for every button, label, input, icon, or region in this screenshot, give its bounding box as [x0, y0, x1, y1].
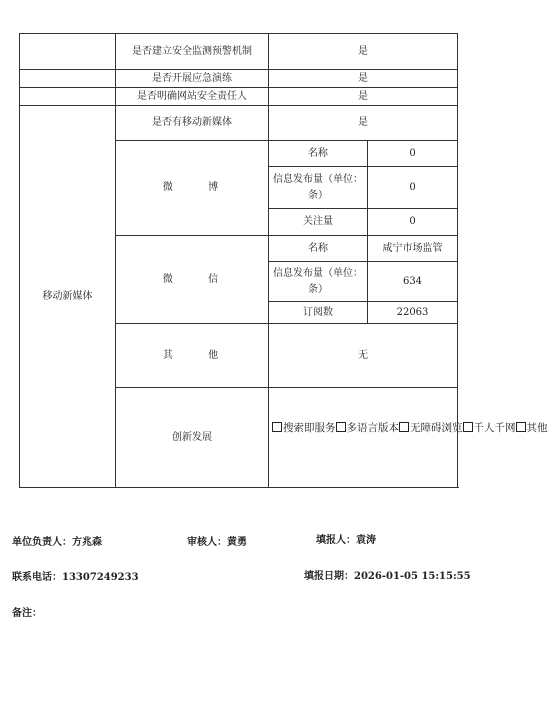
- wechat-name-value: 咸宁市场监管: [368, 236, 458, 262]
- innovation-options: [269, 388, 548, 488]
- weibo-name-label: 名称: [269, 141, 368, 167]
- wechat-name-label: 名称: [269, 236, 368, 262]
- drill-label: 是否开展应急演练: [116, 70, 269, 88]
- weibo-posts-value: 0: [368, 167, 458, 209]
- footer-note: 备注：: [12, 608, 42, 619]
- weibo-followers-label: 关注量: [269, 209, 368, 236]
- responsible-label: 是否明确网站安全责任人: [116, 88, 269, 106]
- other-value: 无: [269, 324, 458, 388]
- option-personalized: 千人千网: [473, 422, 516, 434]
- option-search-service: 搜索即服务: [283, 422, 336, 434]
- footer-reviewer: 审核人：黄勇: [187, 537, 247, 548]
- checkbox-other[interactable]: [516, 422, 526, 432]
- section-mobile-media: 移动新媒体: [20, 106, 116, 488]
- section-security-cell-3: [20, 88, 116, 106]
- option-other: 其他: [526, 422, 548, 434]
- checkbox-personalized[interactable]: [463, 422, 473, 432]
- monitoring-value: 是: [269, 34, 458, 70]
- weibo-posts-label: 信息发布量（单位：条）: [269, 167, 368, 209]
- wechat-posts-value: 634: [368, 262, 458, 302]
- section-security-cell: [20, 34, 116, 70]
- option-accessibility: 无障碍浏览: [410, 422, 463, 434]
- footer-phone: 联系电话：13307249233: [12, 572, 139, 583]
- has-mobile-value: 是: [269, 106, 458, 141]
- wechat-subs-value: 22063: [368, 302, 458, 324]
- section-security-cell-2: [20, 70, 116, 88]
- report-table: [19, 33, 548, 488]
- checkbox-search-service[interactable]: [272, 422, 282, 432]
- wechat-label: 微 信: [116, 236, 269, 324]
- drill-value: 是: [269, 70, 458, 88]
- wechat-subs-label: 订阅数: [269, 302, 368, 324]
- monitoring-label: 是否建立安全监测预警机制: [116, 34, 269, 70]
- weibo-followers-value: 0: [368, 209, 458, 236]
- footer-head: 单位负责人：方兆森: [12, 537, 102, 548]
- checkbox-multilingual[interactable]: [336, 422, 346, 432]
- responsible-value: 是: [269, 88, 458, 106]
- other-label: 其 他: [116, 324, 269, 388]
- has-mobile-label: 是否有移动新媒体: [116, 106, 269, 141]
- weibo-name-value: 0: [368, 141, 458, 167]
- section-innovation: 创新发展: [116, 388, 269, 488]
- option-multilingual: 多语言版本: [346, 422, 399, 434]
- checkbox-accessibility[interactable]: [399, 422, 409, 432]
- footer-date: 填报日期：2026-01-05 15:15:55: [304, 571, 471, 582]
- wechat-posts-label: 信息发布量（单位：条）: [269, 262, 368, 302]
- weibo-label: 微 博: [116, 141, 269, 236]
- footer-filler: 填报人：袁涛: [316, 535, 376, 546]
